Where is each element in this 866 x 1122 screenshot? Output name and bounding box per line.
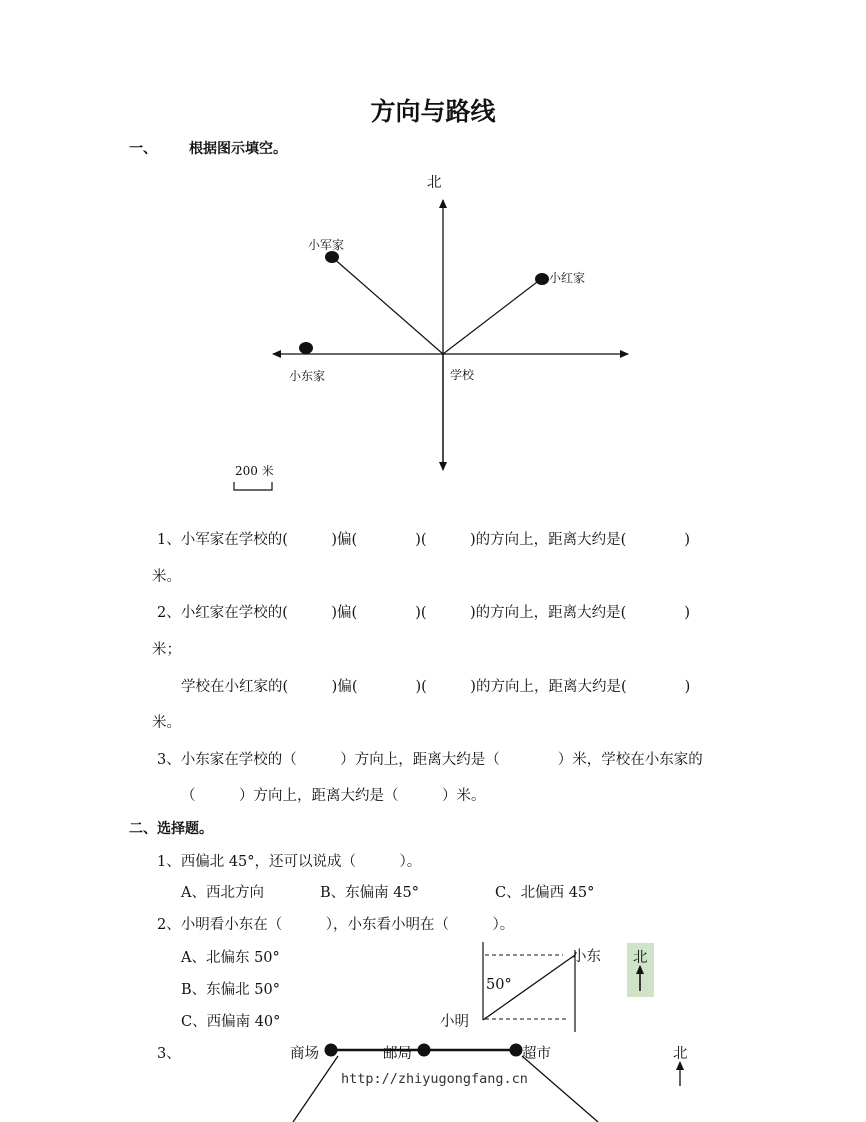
q2-line1: 2、小红家在学校的( )偏( )( )的方向上，距离大约是( ) xyxy=(157,605,690,621)
q1-line2: 米。 xyxy=(152,569,181,585)
s2-q1-text: 1、西偏北 45°，还可以说成（ ）。 xyxy=(157,854,422,870)
section1-heading: 根据图示填空。 xyxy=(189,141,287,157)
hongjia-label: 小红家 xyxy=(549,271,586,285)
dongjia-label: 小东家 xyxy=(289,369,326,383)
xiaodong-label: 小东 xyxy=(572,949,601,965)
q3-point-post xyxy=(418,1044,431,1057)
q2b-line2: 米。 xyxy=(152,715,181,731)
q2-north-label: 北 xyxy=(633,950,648,966)
scale-label: 200 米 xyxy=(235,464,274,478)
q2-line2: 米； xyxy=(152,642,181,658)
mall-label: 商场 xyxy=(290,1046,319,1062)
q3-line2: （ ）方向上，距离大约是（ ）米。 xyxy=(181,788,486,804)
page-title: 方向与路线 xyxy=(370,97,496,126)
route-hongjia xyxy=(443,279,541,354)
s2-q1-option-b: B、东偏南 45° xyxy=(320,885,419,901)
s2-q1-option-a: A、西北方向 xyxy=(181,885,264,901)
point-dongjia xyxy=(299,342,313,354)
s2-q2-option-b: B、东偏北 50° xyxy=(181,982,280,998)
watermark-url: http://zhiyugongfang.cn xyxy=(341,1071,528,1087)
s2-q2-text: 2、小明看小东在（ ），小东看小明在（ ）。 xyxy=(157,917,515,933)
junjia-label: 小军家 xyxy=(308,238,345,252)
scale-bar xyxy=(234,482,272,490)
angle-label: 50° xyxy=(486,977,512,993)
post-label: 邮局 xyxy=(383,1046,412,1062)
q3-left-road xyxy=(293,1056,338,1122)
q1-line1: 1、小军家在学校的( )偏( )( )的方向上，距离大约是( ) xyxy=(157,532,690,548)
school-label: 学校 xyxy=(450,368,475,382)
north-label: 北 xyxy=(427,175,442,191)
xiaoming-label: 小明 xyxy=(440,1014,469,1030)
q2b-line1: 学校在小红家的( )偏( )( )的方向上，距离大约是( ) xyxy=(181,679,691,695)
q3-point-market xyxy=(510,1044,523,1057)
section2-heading: 二、选择题。 xyxy=(129,821,213,837)
market-label: 超市 xyxy=(522,1046,551,1062)
s2-q2-option-a: A、北偏东 50° xyxy=(181,950,280,966)
s2-q2-option-c: C、西偏南 40° xyxy=(181,1014,281,1030)
section1-number: 一、 xyxy=(129,141,157,157)
q3-line1: 3、小东家在学校的（ ）方向上，距离大约是（ ）米，学校在小东家的 xyxy=(157,752,703,768)
q3-right-road xyxy=(522,1056,598,1122)
q3-point-mall xyxy=(325,1044,338,1057)
point-hongjia xyxy=(535,273,549,285)
q3-north-label: 北 xyxy=(673,1046,688,1062)
route-junjia xyxy=(332,257,443,354)
s2-q1-option-c: C、北偏西 45° xyxy=(495,885,595,901)
s2-q3-number: 3、 xyxy=(157,1046,181,1062)
